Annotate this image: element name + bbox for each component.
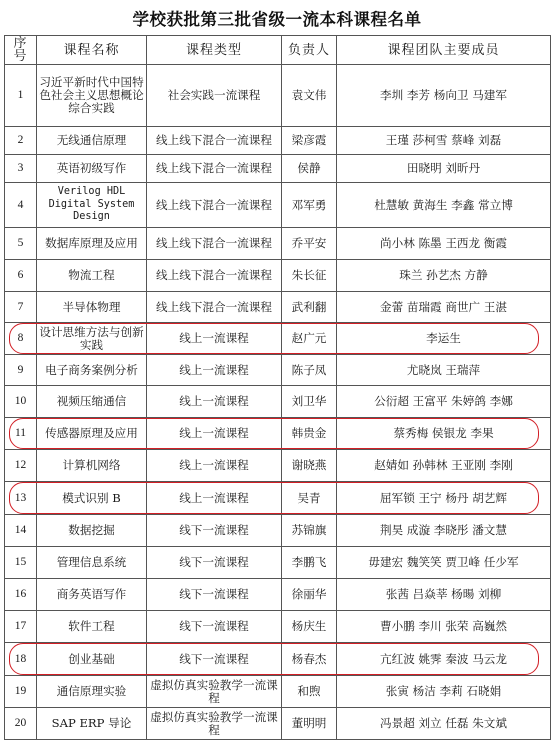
cell-lead: 徐丽华 <box>282 579 337 611</box>
cell-course-type: 线上一流课程 <box>147 386 282 418</box>
table-row <box>5 418 551 450</box>
cell-lead: 武利翻 <box>282 292 337 323</box>
cell-lead: 乔平安 <box>282 228 337 260</box>
cell-index: 11 <box>5 418 37 450</box>
cell-course-type: 线上一流课程 <box>147 482 282 515</box>
cell-team: 毋建宏 魏笑笑 贾卫峰 任少军 <box>337 547 551 579</box>
cell-team: 张茜 吕焱莘 杨暘 刘柳 <box>337 579 551 611</box>
cell-course-name: 软件工程 <box>37 611 147 643</box>
header-course-name: 课程名称 <box>37 36 147 65</box>
cell-lead: 杨庆生 <box>282 611 337 643</box>
table-row <box>5 579 551 611</box>
cell-index: 12 <box>5 450 37 482</box>
cell-course-name: 计算机网络 <box>37 450 147 482</box>
table-row <box>5 260 551 292</box>
cell-team: 赵婧如 孙韩林 王亚刚 李刚 <box>337 450 551 482</box>
table-row <box>5 323 551 355</box>
cell-index: 17 <box>5 611 37 643</box>
cell-lead: 袁文伟 <box>282 65 337 127</box>
table-row <box>5 547 551 579</box>
table-row <box>5 183 551 228</box>
cell-course-name: 数据库原理及应用 <box>37 228 147 260</box>
cell-course-name: 通信原理实验 <box>37 676 147 708</box>
cell-index: 1 <box>5 65 37 127</box>
cell-team: 屈军锁 王宁 杨丹 胡艺辉 <box>337 482 551 515</box>
cell-lead: 梁彦霞 <box>282 127 337 155</box>
page-title: 学校获批第三批省级一流本科课程名单 <box>132 10 422 29</box>
table-row <box>5 292 551 323</box>
table-row <box>5 386 551 418</box>
cell-team: 李圳 李芳 杨向卫 马建军 <box>337 65 551 127</box>
cell-team: 金蕾 苗瑞霞 商世广 王湛 <box>337 292 551 323</box>
course-table <box>4 35 551 740</box>
cell-course-type: 线上线下混合一流课程 <box>147 292 282 323</box>
cell-course-name: 电子商务案例分析 <box>37 355 147 386</box>
table-header-row <box>5 36 551 65</box>
cell-team: 珠兰 孙艺杰 方静 <box>337 260 551 292</box>
table-row <box>5 643 551 676</box>
table-row <box>5 676 551 708</box>
cell-team: 王瑾 莎柯雪 蔡峰 刘磊 <box>337 127 551 155</box>
cell-course-name: 英语初级写作 <box>37 155 147 183</box>
cell-index: 14 <box>5 515 37 547</box>
cell-team: 亢红波 姚霁 秦波 马云龙 <box>337 643 551 676</box>
header-course-type: 课程类型 <box>147 36 282 65</box>
cell-index: 6 <box>5 260 37 292</box>
cell-lead: 陈子凤 <box>282 355 337 386</box>
cell-team: 田晓明 刘昕丹 <box>337 155 551 183</box>
cell-course-name: Verilog HDL Digital System Design <box>37 183 147 228</box>
cell-course-type: 线下一流课程 <box>147 547 282 579</box>
cell-course-name: 传感器原理及应用 <box>37 418 147 450</box>
cell-team: 荆昊 成漩 李晓彤 潘文慧 <box>337 515 551 547</box>
cell-index: 8 <box>5 323 37 355</box>
cell-index: 4 <box>5 183 37 228</box>
cell-team: 曹小鹏 李川 张荣 高巍然 <box>337 611 551 643</box>
cell-course-name: SAP ERP 导论 <box>37 708 147 740</box>
cell-course-name: 商务英语写作 <box>37 579 147 611</box>
table-row <box>5 482 551 515</box>
cell-course-type: 线上线下混合一流课程 <box>147 183 282 228</box>
header-index: 序号 <box>5 36 37 65</box>
cell-lead: 董明明 <box>282 708 337 740</box>
table-row <box>5 708 551 740</box>
cell-lead: 朱长征 <box>282 260 337 292</box>
cell-lead: 李鹏飞 <box>282 547 337 579</box>
cell-course-name: 无线通信原理 <box>37 127 147 155</box>
cell-lead: 赵广元 <box>282 323 337 355</box>
cell-index: 15 <box>5 547 37 579</box>
cell-course-type: 虚拟仿真实验教学一流课程 <box>147 676 282 708</box>
table-row <box>5 450 551 482</box>
cell-index: 2 <box>5 127 37 155</box>
cell-team: 张寅 杨洁 李莉 石晓娟 <box>337 676 551 708</box>
header-team: 课程团队主要成员 <box>337 36 551 65</box>
cell-course-type: 线下一流课程 <box>147 579 282 611</box>
cell-course-type: 虚拟仿真实验教学一流课程 <box>147 708 282 740</box>
cell-team: 杜慧敏 黄海生 李鑫 常立博 <box>337 183 551 228</box>
cell-lead: 侯静 <box>282 155 337 183</box>
cell-course-name: 数据挖掘 <box>37 515 147 547</box>
table-row <box>5 611 551 643</box>
cell-course-name: 习近平新时代中国特色社会主义思想概论综合实践 <box>37 65 147 127</box>
cell-index: 9 <box>5 355 37 386</box>
cell-course-type: 线下一流课程 <box>147 515 282 547</box>
cell-course-name: 设计思维方法与创新实践 <box>37 323 147 355</box>
cell-index: 5 <box>5 228 37 260</box>
cell-course-type: 线下一流课程 <box>147 643 282 676</box>
table-row <box>5 228 551 260</box>
cell-index: 13 <box>5 482 37 515</box>
cell-course-type: 社会实践一流课程 <box>147 65 282 127</box>
cell-course-name: 半导体物理 <box>37 292 147 323</box>
cell-course-type: 线上线下混合一流课程 <box>147 155 282 183</box>
cell-team: 蔡秀梅 侯银龙 李果 <box>337 418 551 450</box>
cell-team: 冯景超 刘立 任磊 朱文斌 <box>337 708 551 740</box>
cell-course-type: 线上一流课程 <box>147 323 282 355</box>
cell-lead: 韩贵金 <box>282 418 337 450</box>
cell-lead: 和煦 <box>282 676 337 708</box>
cell-course-type: 线上一流课程 <box>147 418 282 450</box>
table-row <box>5 65 551 127</box>
table-row <box>5 515 551 547</box>
cell-course-name: 视频压缩通信 <box>37 386 147 418</box>
cell-index: 3 <box>5 155 37 183</box>
cell-index: 19 <box>5 676 37 708</box>
cell-course-name: 管理信息系统 <box>37 547 147 579</box>
cell-team: 李运生 <box>337 323 551 355</box>
table-row <box>5 155 551 183</box>
cell-course-type: 线上一流课程 <box>147 450 282 482</box>
cell-team: 尚小林 陈墨 王西龙 衡霞 <box>337 228 551 260</box>
cell-lead: 吴青 <box>282 482 337 515</box>
cell-course-name: 创业基础 <box>37 643 147 676</box>
cell-course-type: 线上线下混合一流课程 <box>147 260 282 292</box>
cell-lead: 杨春杰 <box>282 643 337 676</box>
cell-course-name: 物流工程 <box>37 260 147 292</box>
cell-course-type: 线下一流课程 <box>147 611 282 643</box>
cell-index: 7 <box>5 292 37 323</box>
cell-team: 公衍超 王富平 朱婷鸽 李娜 <box>337 386 551 418</box>
cell-course-name: 模式识别 B <box>37 482 147 515</box>
cell-lead: 邓军勇 <box>282 183 337 228</box>
cell-lead: 苏锦旗 <box>282 515 337 547</box>
cell-course-type: 线上线下混合一流课程 <box>147 127 282 155</box>
header-lead: 负责人 <box>282 36 337 65</box>
cell-lead: 谢晓燕 <box>282 450 337 482</box>
cell-course-type: 线上线下混合一流课程 <box>147 228 282 260</box>
cell-course-type: 线上一流课程 <box>147 355 282 386</box>
table-row <box>5 355 551 386</box>
cell-index: 20 <box>5 708 37 740</box>
cell-index: 16 <box>5 579 37 611</box>
table-row <box>5 127 551 155</box>
cell-lead: 刘卫华 <box>282 386 337 418</box>
cell-index: 10 <box>5 386 37 418</box>
cell-team: 尤晓岚 王瑞萍 <box>337 355 551 386</box>
cell-index: 18 <box>5 643 37 676</box>
